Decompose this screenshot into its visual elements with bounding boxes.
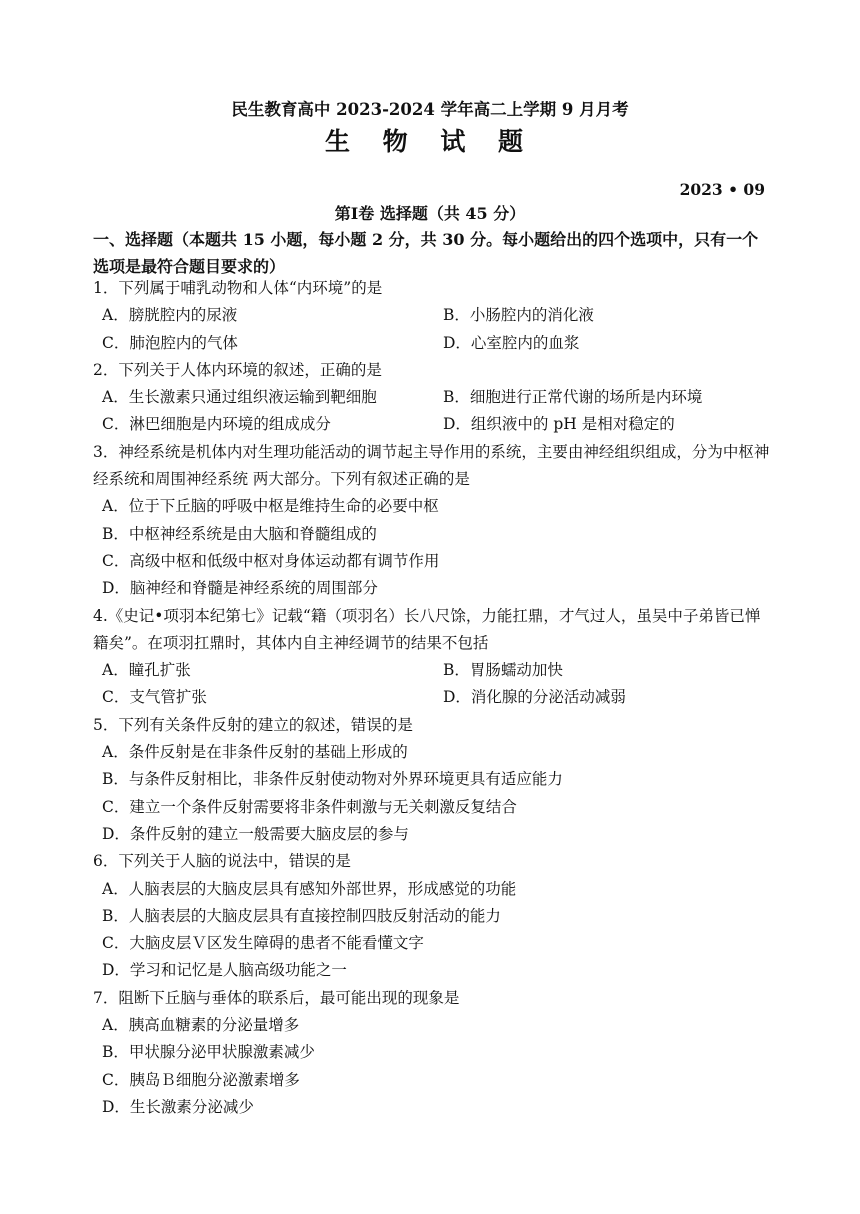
option-d: D．学习和记忆是人脑高级功能之一 [102, 961, 347, 980]
question-1-options-row-2 [93, 330, 773, 357]
question-3-stem: 3．神经系统是机体内对生理功能活动的调节起主导作用的系统，主要由神经组织组成，分为中枢神经系统和周围神经系统 两大部分。下列有叙述正确的是 [93, 442, 770, 489]
option-a: A．人脑表层的大脑皮层具有感知外部世界，形成感觉的功能 [102, 879, 517, 898]
option-d: D．生长激素分泌减少 [102, 1097, 254, 1116]
question-list [93, 275, 773, 1121]
option-d: D．条件反射的建立一般需要大脑皮层的参与 [102, 824, 409, 843]
school-heading: 民生教育高中 2023-2024 学年高二上学期 9 月月考 [231, 100, 629, 119]
volume-heading: 第Ⅰ卷 选择题（共 45 分） [334, 204, 526, 223]
option-b: B．小肠腔内的消化液 [443, 306, 594, 325]
question-6-stem: 6．下列关于人脑的说法中，错误的是 [93, 852, 351, 871]
option-b: B．甲状腺分泌甲状腺激素减少 [102, 1043, 315, 1062]
question-7-stem: 7．阻断下丘脑与垂体的联系后，最可能出现的现象是 [93, 988, 460, 1007]
option-d: D．脑神经和脊髓是神经系统的周围部分 [102, 579, 378, 598]
option-b: B．胃肠蠕动加快 [443, 661, 563, 680]
option-b: B．人脑表层的大脑皮层具有直接控制四肢反射活动的能力 [102, 906, 501, 925]
question-2-options-row-2 [93, 411, 773, 438]
option-c: C．支气管扩张 [102, 688, 207, 707]
option-c: C．肺泡腔内的气体 [102, 333, 238, 352]
option-b: B．中枢神经系统是由大脑和脊髓组成的 [102, 524, 377, 543]
option-d: D．组织液中的 pH 是相对稳定的 [443, 415, 675, 434]
question-1-stem: 1．下列属于哺乳动物和人体“内环境”的是 [93, 279, 383, 297]
option-c: C．高级中枢和低级中枢对身体运动都有调节作用 [102, 551, 440, 570]
option-a: A．位于下丘脑的呼吸中枢是维持生命的必要中枢 [102, 497, 439, 516]
exam-date: 2023 • 09 [679, 180, 765, 199]
option-c: C．建立一个条件反射需要将非条件刺激与无关刺激反复结合 [102, 797, 517, 816]
option-a: A．生长激素只通过组织液运输到靶细胞 [102, 388, 377, 407]
option-a: A．瞳孔扩张 [102, 661, 191, 680]
option-d: D．心室腔内的血浆 [443, 333, 580, 352]
section-instructions: 一、选择题（本题共 15 小题，每小题 2 分，共 30 分。每小题给出的四个选项中，只有一个选项是最符合题目要求的） [93, 230, 759, 276]
option-b: B．细胞进行正常代谢的场所是内环境 [443, 388, 703, 407]
question-1-options-row-1 [93, 302, 773, 329]
question-4-options-row-1 [93, 657, 773, 684]
question-5-stem: 5．下列有关条件反射的建立的叙述，错误的是 [93, 715, 413, 734]
option-c: C．大脑皮层Ｖ区发生障碍的患者不能看懂文字 [102, 934, 424, 953]
option-b: B．与条件反射相比，非条件反射使动物对外界环境更具有适应能力 [102, 770, 563, 789]
option-c: C．胰岛Ｂ细胞分泌激素增多 [102, 1070, 300, 1089]
option-c: C．淋巴细胞是内环境的组成成分 [102, 415, 331, 434]
page-title: 生 物 试 题 [324, 127, 536, 156]
option-d: D．消化腺的分泌活动减弱 [443, 688, 626, 707]
option-a: A．条件反射是在非条件反射的基础上形成的 [102, 743, 408, 762]
question-2-options-row-1 [93, 384, 773, 411]
option-a: A．胰高血糖素的分泌量增多 [102, 1016, 300, 1035]
question-4-options-row-2 [93, 684, 773, 711]
option-a: A．膀胱腔内的尿液 [102, 306, 238, 325]
question-2-stem: 2．下列关于人体内环境的叙述，正确的是 [93, 360, 382, 379]
question-4-stem: 4.《史记•项羽本纪第七》记载“籍（项羽名）长八尺馀，力能扛鼎，才气过人，虽吴中子弟皆已惮籍矣”。在项羽扛鼎时，其体内自主神经调节的结果不包括 [93, 606, 761, 652]
